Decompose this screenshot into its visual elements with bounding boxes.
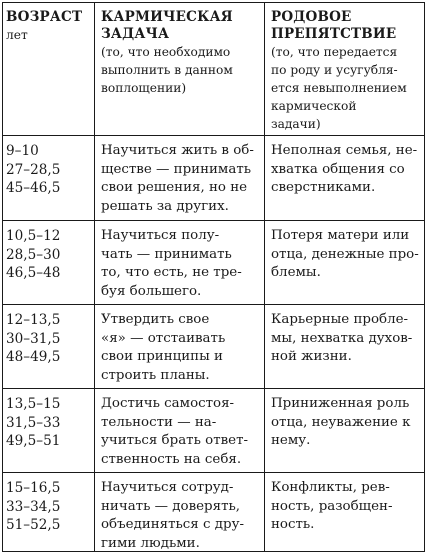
obstacle-line: Приниженная роль: [271, 396, 410, 411]
obstacle-line: ной жизни.: [271, 349, 352, 364]
age-line: 45–46,5: [6, 180, 61, 196]
age-line: 9–10: [6, 143, 39, 159]
task-cell: [101, 389, 261, 472]
header-age-title: ВОЗРАСТ: [6, 9, 83, 25]
obstacle-line: Конфликты, рев-: [271, 480, 390, 495]
table-row: [3, 305, 424, 389]
task-line: Научиться полу-: [101, 228, 220, 243]
table-row: [3, 221, 424, 305]
task-line: ществе — принимать: [101, 161, 252, 177]
task-line: строить планы.: [101, 367, 210, 383]
age-line: 28,5–30: [6, 246, 61, 263]
header-task-title-1: КАРМИЧЕСКАЯ: [101, 9, 233, 25]
obstacle-line: отца, неуважение к: [271, 414, 411, 430]
header-obstacle: [271, 3, 426, 135]
obstacle-cell: [271, 136, 426, 220]
task-line: ственность на себя.: [101, 451, 242, 467]
age-cell: [6, 389, 94, 472]
task-line: буя большего.: [101, 283, 202, 299]
age-cell: [6, 305, 94, 388]
task-cell: [101, 221, 261, 304]
age-line: 31,5–33: [6, 414, 61, 431]
obstacle-line: Потеря матери или: [271, 228, 410, 243]
task-cell: [101, 305, 261, 388]
obstacle-line: ность, разобщен-: [271, 498, 393, 514]
task-line: «я» — отстаивать: [101, 330, 226, 346]
header-task-title-2: ЗАДАЧА: [101, 26, 170, 42]
age-line: 30–31,5: [6, 330, 61, 347]
table-row: [3, 136, 424, 221]
table-row: [3, 389, 424, 473]
task-line: Научиться жить в об-: [101, 143, 254, 158]
task-line: Достичь самостоя-: [101, 396, 235, 411]
age-line: 12–13,5: [6, 312, 61, 328]
age-cell: [6, 473, 94, 551]
header-task-sub-1: (то, что необходимо: [101, 45, 231, 59]
header-obstacle-title-2: ПРЕПЯТСТВИЕ: [271, 26, 397, 42]
age-line: 10,5–12: [6, 228, 61, 244]
header-obstacle-title-1: РОДОВОЕ: [271, 9, 352, 25]
age-line: 15–16,5: [6, 480, 61, 496]
karmic-table: [2, 2, 425, 552]
column-divider: [94, 3, 95, 551]
age-cell: [6, 136, 94, 220]
obstacle-line: нему.: [271, 433, 311, 448]
age-line: 33–34,5: [6, 498, 61, 515]
obstacle-line: сверстниками.: [271, 180, 376, 195]
task-cell: [101, 473, 261, 551]
task-cell: [101, 136, 261, 220]
table-header: [3, 3, 424, 136]
age-line: 49,5–51: [6, 433, 61, 449]
header-obstacle-sub-4: кармической: [271, 99, 357, 113]
header-task: [101, 3, 261, 135]
task-line: Научиться сотруд-: [101, 480, 234, 495]
task-line: свои решения, но не: [101, 180, 248, 195]
task-line: объединяться с дру-: [101, 517, 244, 532]
obstacle-line: Неполная семья, не-: [271, 143, 418, 158]
obstacle-line: ность.: [271, 517, 315, 532]
task-line: тельности — на-: [101, 414, 217, 430]
age-line: 27–28,5: [6, 161, 61, 178]
obstacle-line: блемы.: [271, 265, 321, 280]
age-line: 51–52,5: [6, 517, 61, 533]
column-divider: [264, 3, 265, 551]
header-task-sub-2: выполнить в данном: [101, 63, 233, 77]
age-line: 13,5–15: [6, 396, 61, 412]
task-line: ничать — доверять,: [101, 498, 241, 514]
age-line: 48–49,5: [6, 349, 61, 365]
header-task-sub-3: воплощении): [101, 81, 187, 95]
header-age-sub: лет: [6, 28, 28, 42]
header-obstacle-sub-5: задачи): [271, 117, 321, 131]
obstacle-line: хватка общения со: [271, 161, 405, 177]
task-line: решать за других.: [101, 198, 229, 214]
task-line: чать — принимать: [101, 246, 232, 262]
obstacle-cell: [271, 221, 426, 304]
obstacle-line: отца, денежные про-: [271, 246, 419, 262]
header-obstacle-sub-2: по роду и усугубля-: [271, 63, 398, 77]
task-line: гими людьми.: [101, 535, 200, 551]
obstacle-line: мы, нехватка духов-: [271, 330, 413, 346]
obstacle-cell: [271, 473, 426, 551]
age-cell: [6, 221, 94, 304]
header-age: [6, 3, 94, 135]
obstacle-cell: [271, 389, 426, 472]
task-line: учиться брать ответ-: [101, 433, 248, 448]
header-obstacle-sub-3: ется невыполнением: [271, 81, 407, 95]
table-row: [3, 473, 424, 551]
task-line: Утвердить свое: [101, 312, 210, 327]
task-line: то, что есть, не тре-: [101, 265, 242, 280]
task-line: свои принципы и: [101, 349, 223, 364]
obstacle-line: Карьерные пробле-: [271, 312, 409, 327]
age-line: 46,5–48: [6, 265, 61, 281]
obstacle-cell: [271, 305, 426, 388]
header-obstacle-sub-1: (то, что передается: [271, 45, 398, 59]
